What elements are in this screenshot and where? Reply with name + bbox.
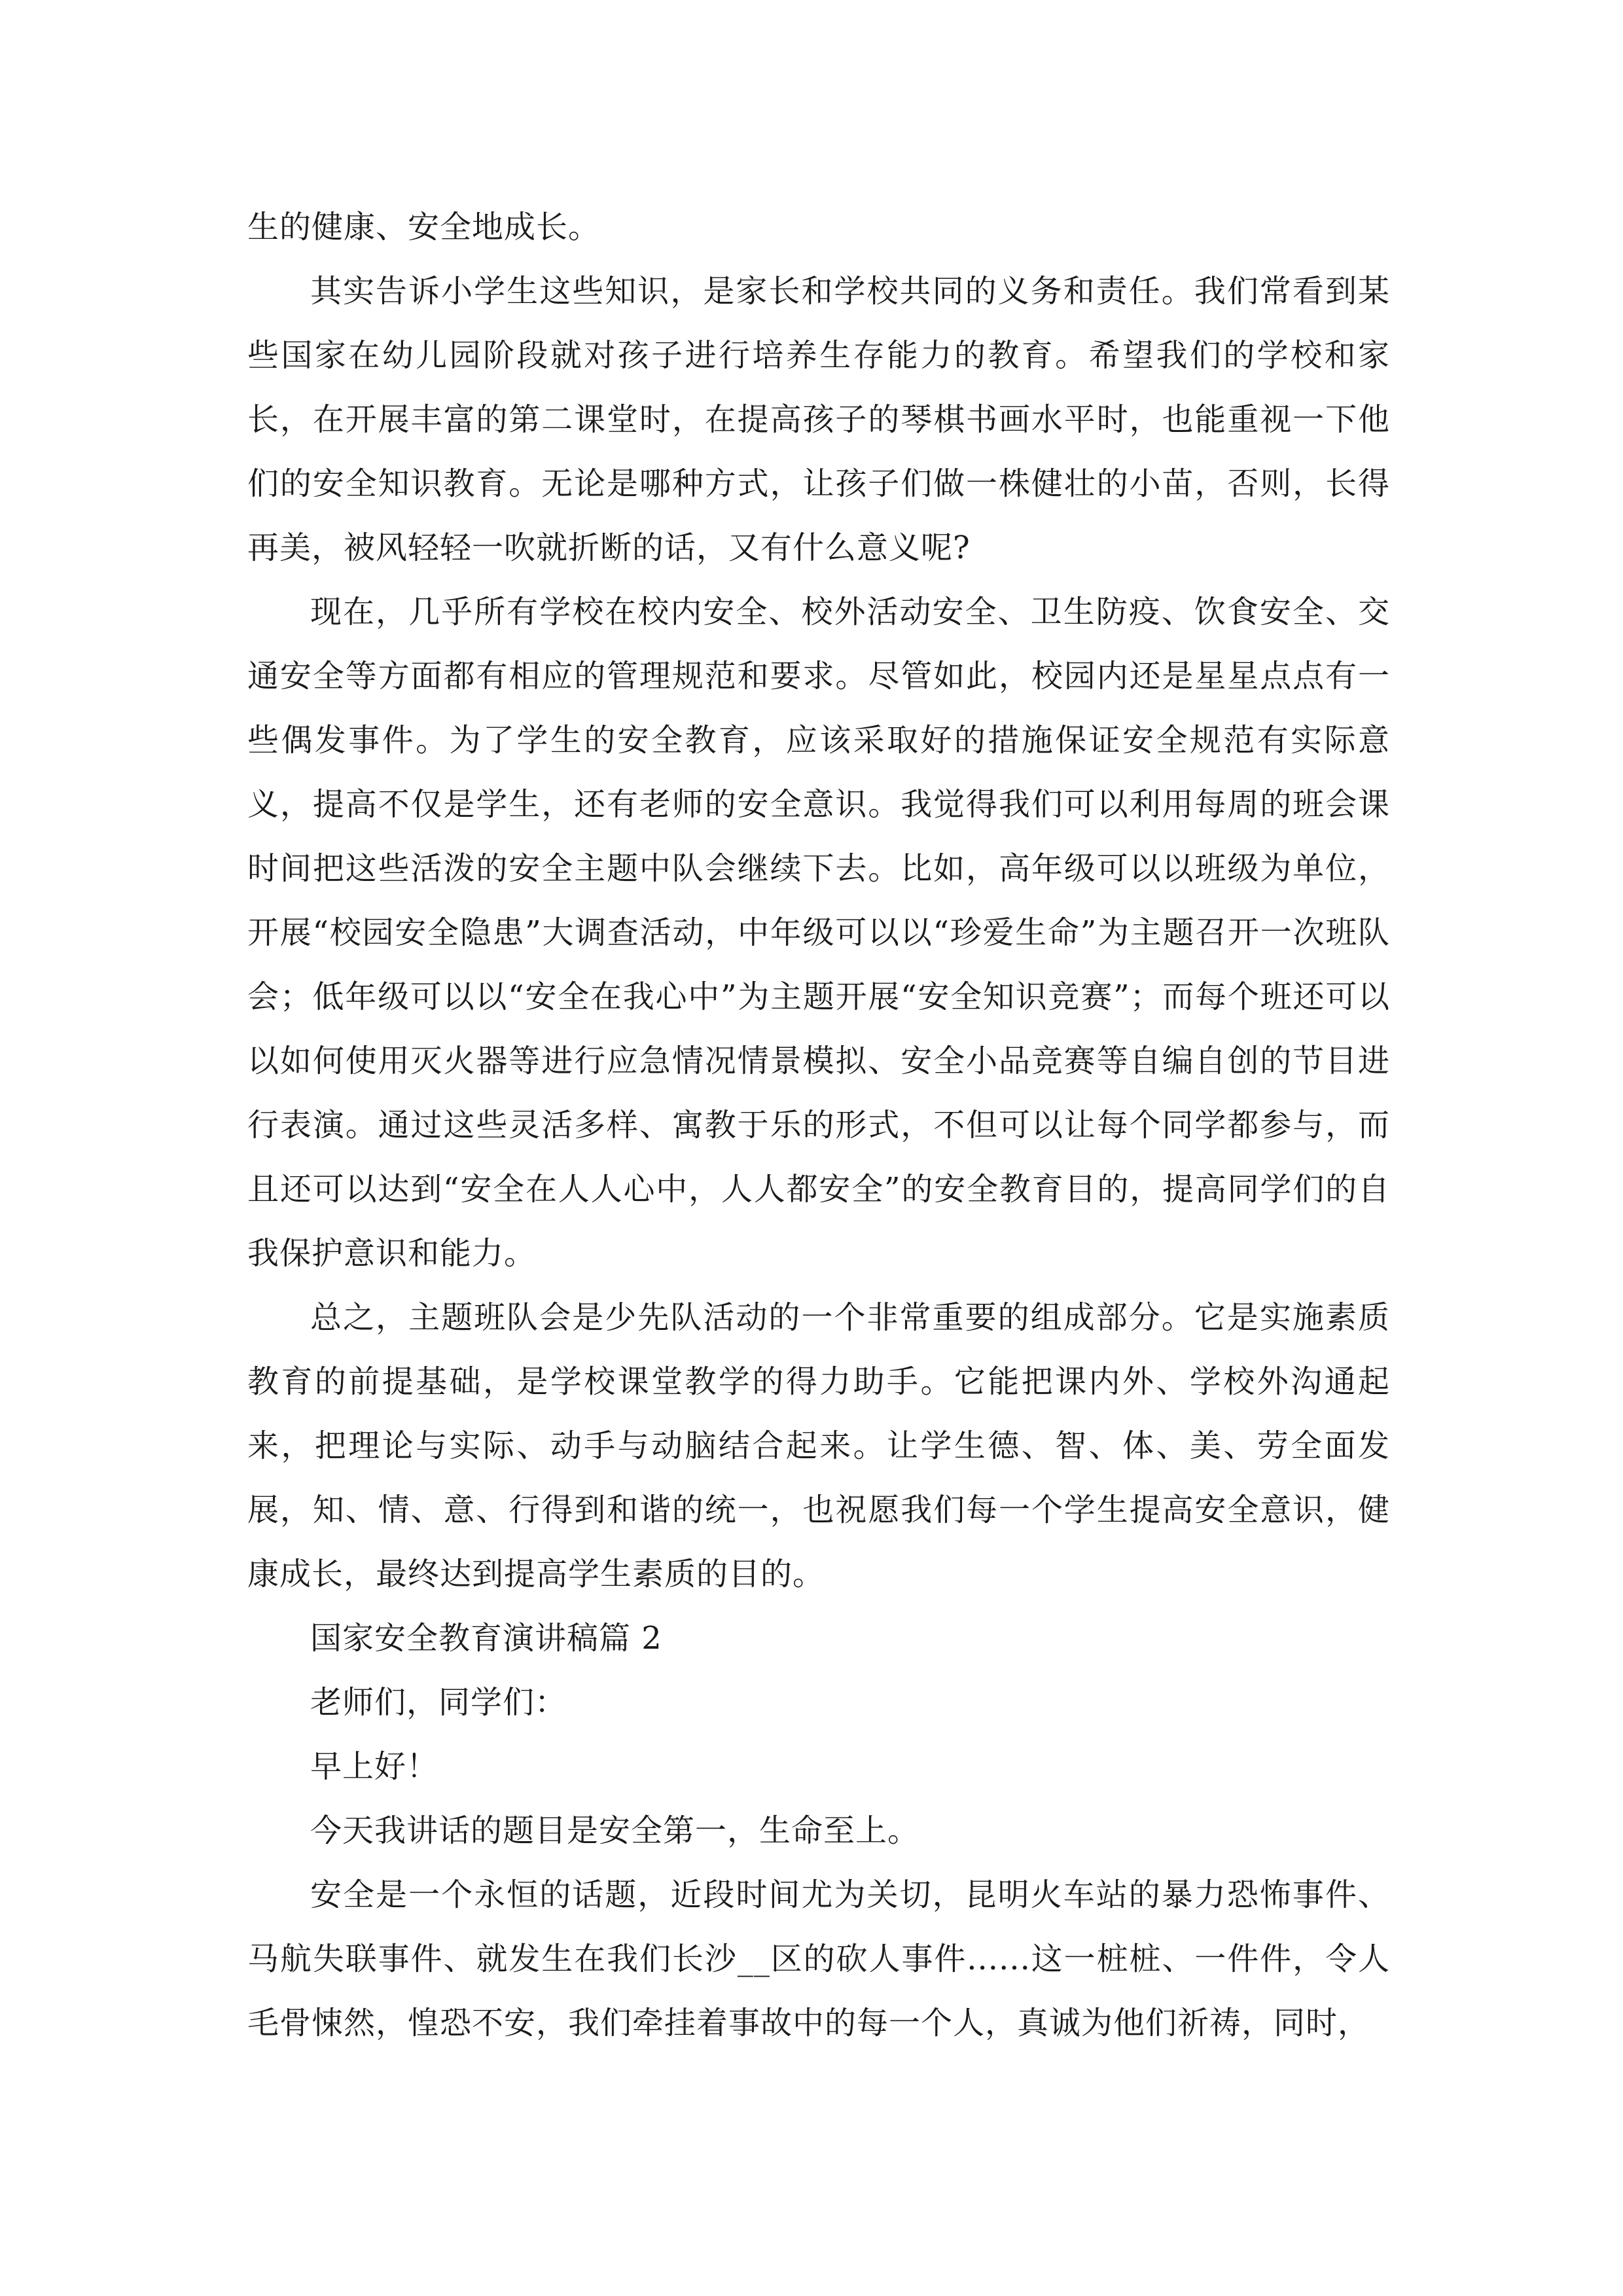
paragraph-conclusion: 总之，主题班队会是少先队活动的一个非常重要的组成部分。它是实施素质教育的前提基础，是学校课堂教学的得力助手。它能把课内外、学校外沟通起来，把理论与实际、动手与动脑结合起来。让学生德、智、体、美、劳全面发展，知、情、意、行得到和谐的统一，也祝愿我们每一个学生提高安全意识，健康成长，最终达到提高学生素质的目的。: [247, 1299, 1390, 1592]
paragraph-responsibility: 其实告诉小学生这些知识，是家长和学校共同的义务和责任。我们常看到某些国家在幼儿园阶段就对孩子进行培养生存能力的教育。希望我们的学校和家长，在开展丰富的第二课堂时，在提高孩子的琴棋书画水平时，也能重视一下他们的安全知识教育。无论是哪种方式，让孩子们做一株健壮的小苗，否则，长得再美，被风轻轻一吹就折断的话，又有什么意义呢?: [247, 273, 1390, 566]
paragraph-continuation: 生的健康、安全地成长。: [247, 209, 601, 245]
greeting: 早上好！: [310, 1748, 439, 1785]
document-page: [247, 195, 1390, 2055]
paragraph-school-safety: 现在，几乎所有学校在校内安全、校外活动安全、卫生防疫、饮食安全、交通安全等方面都有相应的管理规范和要求。尽管如此，校园内还是星星点点有一些偶发事件。为了学生的安全教育，应该采取好的措施保证安全规范有实际意义，提高不仅是学生，还有老师的安全意识。我觉得我们可以利用每周的班会课时间把这些活泼的安全主题中队会继续下去。比如，高年级可以以班级为单位，开展“校园安全隐患”大调查活动，中年级可以以“珍爱生命”为主题召开一次班队会；低年级可以以“安全在我心中”为主题开展“安全知识竞赛”；而每个班还可以以如何使用灭火器等进行应急情况情景模拟、安全小品竞赛等自编自创的节目进行表演。通过这些灵活多样、寓教于乐的形式，不但可以让每个同学都参与，而且还可以达到“安全在人人心中，人人都安全”的安全教育目的，提高同学们的自我保护意识和能力。: [247, 594, 1390, 1272]
speech-topic: 今天我讲话的题目是安全第一，生命至上。: [310, 1812, 920, 1849]
paragraph-safety-events: 安全是一个永恒的话题，近段时间尤为关切，昆明火车站的暴力恐怖事件、马航失联事件、就发生在我们长沙__区的砍人事件......这一桩桩、一件件，令人毛骨悚然，惶恐不安，我们牵挂着事故中的每一个人，真诚为他们祈祷，同时，: [247, 1876, 1390, 2041]
section-title: 国家安全教育演讲稿篇 2: [310, 1620, 662, 1657]
salutation: 老师们，同学们：: [310, 1684, 567, 1721]
